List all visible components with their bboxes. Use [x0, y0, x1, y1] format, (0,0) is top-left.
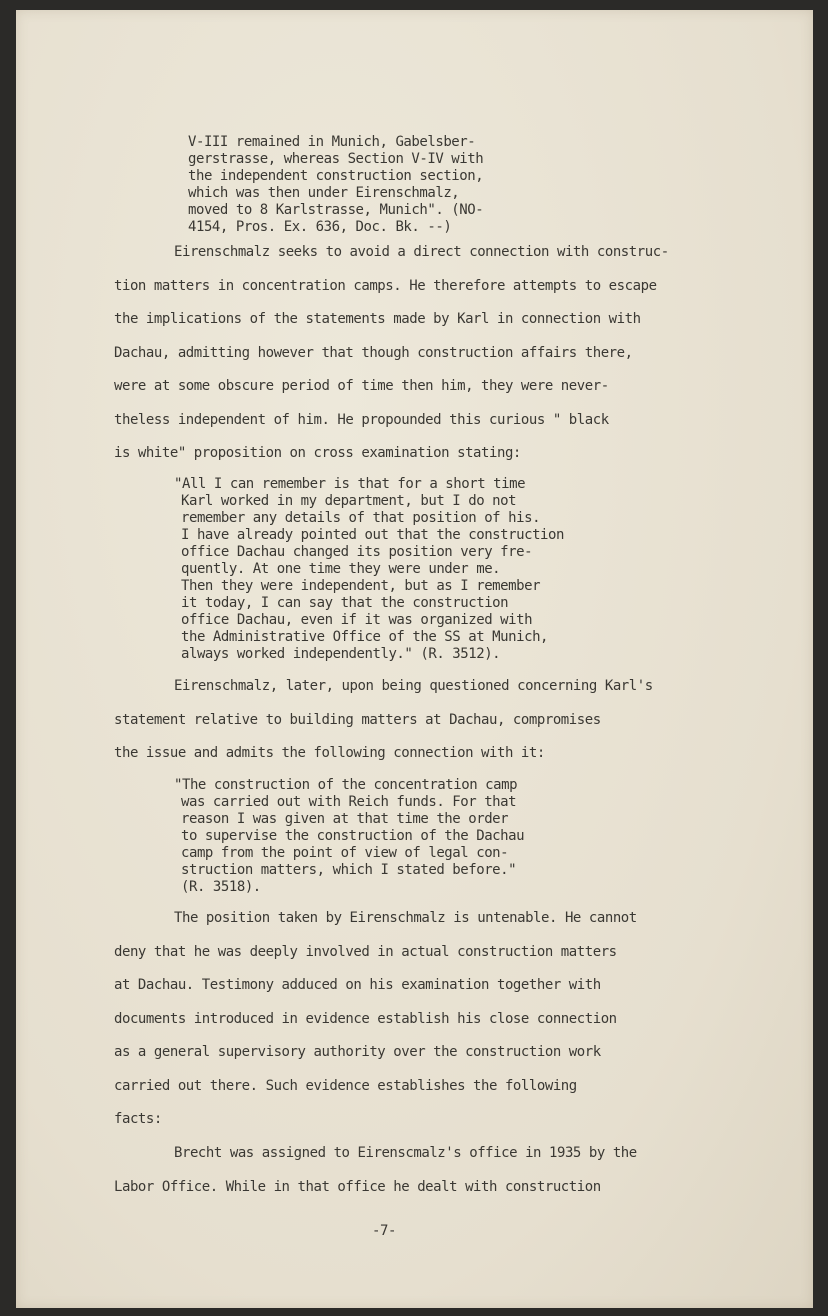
quote-line: remember any details of that position of his. [181, 510, 541, 526]
paragraph-line: Eirenschmalz, later, upon being questioned concerning Karl's [174, 678, 653, 694]
paragraph-line: the issue and admits the following connection with it: [114, 745, 545, 761]
paragraph-line: Eirenschmalz seeks to avoid a direct connection with construc- [174, 244, 669, 260]
quote-line: "All I can remember is that for a short time [174, 476, 526, 492]
quote-line: 4154, Pros. Ex. 636, Doc. Bk. --) [188, 219, 452, 235]
paragraph-line: theless independent of him. He propounded this curious " black [114, 412, 609, 428]
paragraph-line: is white" proposition on cross examination stating: [114, 445, 521, 461]
quote-line: was carried out with Reich funds. For that [181, 794, 517, 810]
quote-line: the independent construction section, [188, 168, 484, 184]
quote-line: it today, I can say that the construction [181, 595, 509, 611]
paragraph-line: facts: [114, 1111, 162, 1127]
quote-line: Then they were independent, but as I remember [181, 578, 541, 594]
quote-line: quently. At one time they were under me. [181, 561, 501, 577]
quote-line: camp from the point of view of legal con- [181, 845, 509, 861]
quote-line: the Administrative Office of the SS at Munich, [181, 629, 549, 645]
quote-line: moved to 8 Karlstrasse, Munich". (NO- [188, 202, 484, 218]
paragraph-line: as a general supervisory authority over the construction work [114, 1044, 601, 1060]
paragraph-line: at Dachau. Testimony adduced on his examination together with [114, 977, 601, 993]
quote-line: always worked independently." (R. 3512). [181, 646, 501, 662]
paragraph-line: The position taken by Eirenschmalz is untenable. He cannot [174, 910, 637, 926]
quote-line: office Dachau, even if it was organized with [181, 612, 533, 628]
document-page [16, 10, 813, 1308]
paragraph-line: deny that he was deeply involved in actual construction matters [114, 944, 617, 960]
quote-line: I have already pointed out that the construction [181, 527, 564, 543]
paragraph-line: Labor Office. While in that office he dealt with construction [114, 1179, 601, 1195]
paragraph-line: statement relative to building matters at Dachau, compromises [114, 712, 601, 728]
quote-line: Karl worked in my department, but I do not [181, 493, 517, 509]
paragraph-line: were at some obscure period of time then him, they were never- [114, 378, 609, 394]
quote-line: office Dachau changed its position very fre- [181, 544, 533, 560]
paragraph-line: documents introduced in evidence establish his close connection [114, 1011, 617, 1027]
paragraph-line: Dachau, admitting however that though construction affairs there, [114, 345, 633, 361]
page-number: -7- [372, 1223, 396, 1239]
quote-line: reason I was given at that time the order [181, 811, 509, 827]
paragraph-line: Brecht was assigned to Eirenscmalz's office in 1935 by the [174, 1145, 637, 1161]
quote-line: (R. 3518). [181, 879, 261, 895]
paragraph-line: carried out there. Such evidence establishes the following [114, 1078, 577, 1094]
paragraph-line: the implications of the statements made by Karl in connection with [114, 311, 641, 327]
quote-line: which was then under Eirenschmalz, [188, 185, 460, 201]
quote-line: V-III remained in Munich, Gabelsber- [188, 134, 476, 150]
quote-line: gerstrasse, whereas Section V-IV with [188, 151, 484, 167]
paragraph-line: tion matters in concentration camps. He therefore attempts to escape [114, 278, 657, 294]
quote-line: to supervise the construction of the Dachau [181, 828, 525, 844]
quote-line: struction matters, which I stated before." [181, 862, 517, 878]
quote-line: "The construction of the concentration camp [174, 777, 518, 793]
